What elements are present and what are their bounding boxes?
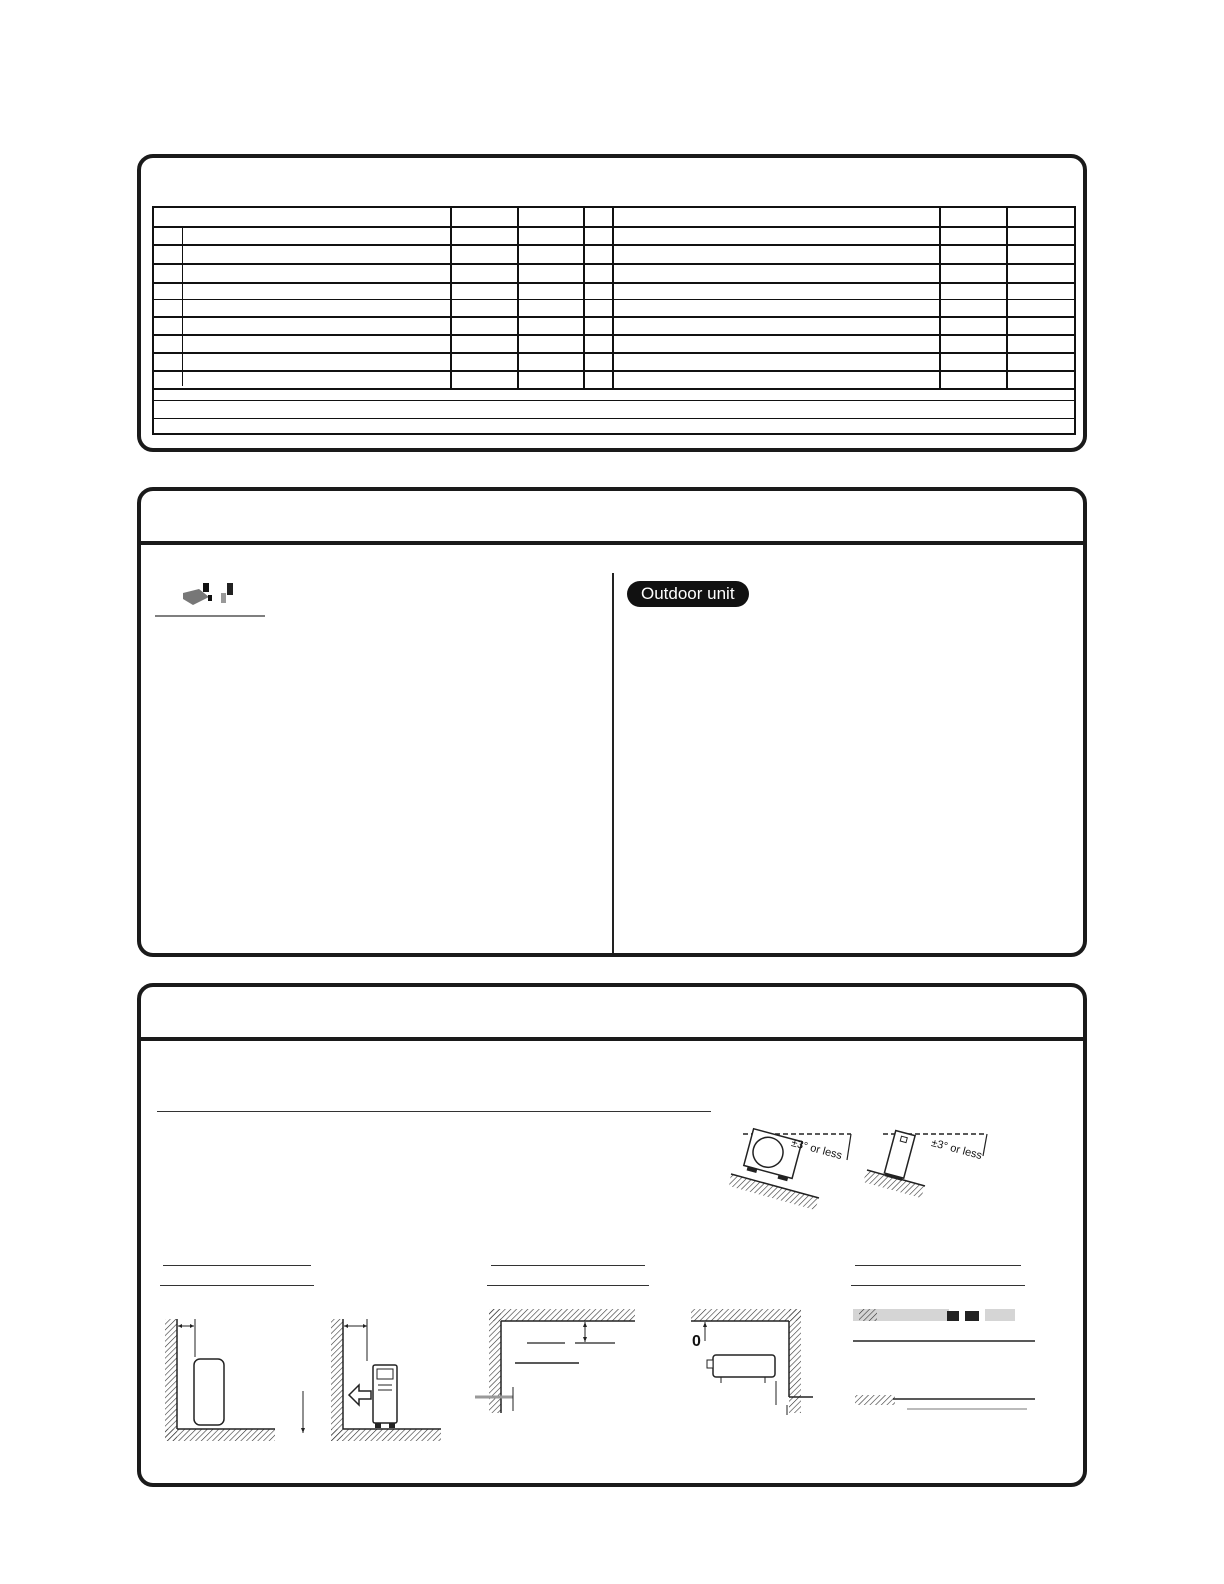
- corner-clearance-diagram: [687, 1305, 817, 1420]
- clearance-front-diagram: [161, 1311, 276, 1446]
- clearance-side-diagram: [291, 1311, 443, 1446]
- side-clearance-diagram: [847, 1303, 1037, 1413]
- section-rule: [157, 1111, 711, 1112]
- unit-pictogram-icon: [153, 579, 269, 621]
- outdoor-unit-label: Outdoor unit: [627, 581, 749, 607]
- tilt-front-label: ±3° or less: [789, 1137, 844, 1163]
- column-divider: [612, 573, 614, 953]
- tilt-front-diagram: [729, 1122, 859, 1212]
- ceiling-clearance-diagram: [475, 1305, 645, 1415]
- tilt-side-diagram: [863, 1122, 993, 1212]
- parts-table: [152, 206, 1076, 435]
- tilt-side-label: ±3° or less: [929, 1137, 984, 1163]
- installation-place-panel: [137, 487, 1087, 957]
- installation-diagrams-panel: [137, 983, 1087, 1487]
- parts-panel: [137, 154, 1087, 452]
- clearance-value-label: 0: [692, 1333, 701, 1350]
